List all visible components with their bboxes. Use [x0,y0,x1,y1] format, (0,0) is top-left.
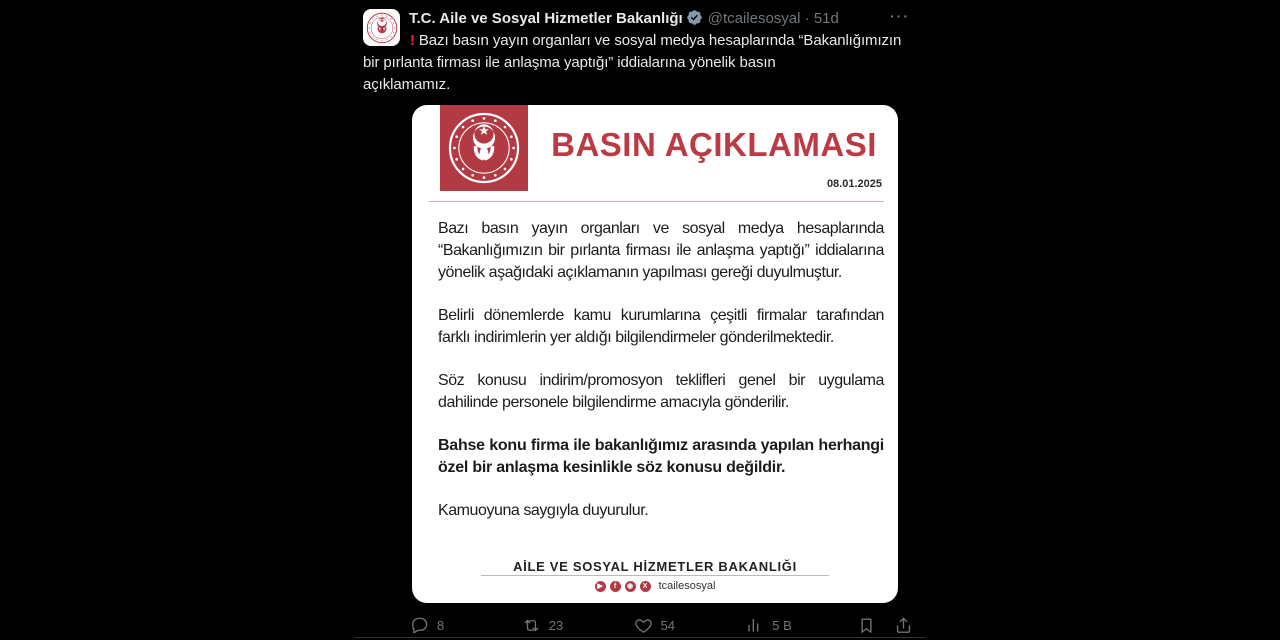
timestamp[interactable]: 51d [813,10,839,27]
repost-button[interactable] [522,616,634,635]
press-release-body [412,202,898,522]
like-button[interactable] [634,616,746,635]
exclamation-emoji: ! [410,32,415,49]
tweet-text-line: açıklamamız. [363,76,451,93]
repost-count: 23 [548,618,564,633]
press-release-footer [412,559,898,592]
tweet-text-line: bir pırlanta firması ile anlaşma yaptığı” iddialarına yönelik basın [363,54,776,71]
reply-icon [410,616,429,635]
ministry-emblem-icon [447,111,521,185]
repost-icon [522,616,541,635]
tweet-text [363,30,912,96]
reply-button[interactable] [410,616,522,635]
timeline-divider [355,637,925,638]
instagram-icon: ◉ [625,581,636,592]
ministry-emblem-icon [366,12,398,44]
author-handle[interactable]: @tcailesosyal [707,10,801,27]
views-button[interactable] [745,616,857,635]
header-divider [429,201,884,202]
tweet-header [363,8,912,30]
x-icon: X [640,581,651,592]
tweet-action-bar [410,616,913,635]
verified-badge-icon [686,9,703,26]
youtube-icon: ▶ [595,581,606,592]
avatar[interactable] [363,9,400,46]
press-release-title: BASIN AÇIKLAMASI [551,126,877,163]
footer-social-row [412,580,898,592]
press-release-header [412,105,898,202]
bookmark-share-group [857,616,913,635]
tweet-text-line: ! Bazı basın yayın organları ve sosyal medya hesaplarında “Bakanlığımızın [410,32,902,49]
paragraph: Bazı basın yayın organları ve sosyal medya hesaplarında “Bakanlığımızın bir pırlanta firması ile anlaşma yaptığı” iddialarına yönelik aşağıdaki açıklamanın yapılması gereği duyulmuştur. [438,220,884,281]
ministry-logo-block [440,105,528,191]
separator: · [804,10,810,27]
bookmark-button[interactable] [857,616,876,635]
press-release-date: 08.01.2025 [826,178,882,190]
views-icon [745,616,764,635]
paragraph: Belirli dönemlerde kamu kurumlarına çeşitli firmalar tarafından farklı indirimlerin yer aldığı bilgilendirmeler gönderilmektedir. [438,307,884,346]
reply-count: 8 [437,618,445,633]
footer-ministry-name: AİLE VE SOSYAL HİZMETLER BAKANLIĞI [513,559,797,574]
more-button[interactable]: ··· [890,8,910,24]
tweet [363,8,912,635]
paragraph: Söz konusu indirim/promosyon teklifleri genel bir uygulama dahilinde personele bilgilendirme amacıyla gönderilir. [438,372,884,411]
view-count: 5 B [772,618,792,633]
like-count: 54 [660,618,675,633]
press-release-image[interactable] [412,105,898,603]
facebook-icon: f [610,581,621,592]
footer-divider [481,575,829,576]
closing-line: Kamuoyuna saygıyla duyurulur. [438,502,649,519]
footer-social-handle: tcailesosyal [658,580,716,592]
bold-statement: Bahse konu firma ile bakanlığımız arasında yapılan herhangi özel bir anlaşma kesinlikle söz konusu değildir. [438,437,884,476]
author-name[interactable]: T.C. Aile ve Sosyal Hizmetler Bakanlığı [409,10,683,27]
like-icon [634,616,653,635]
share-button[interactable] [894,616,913,635]
